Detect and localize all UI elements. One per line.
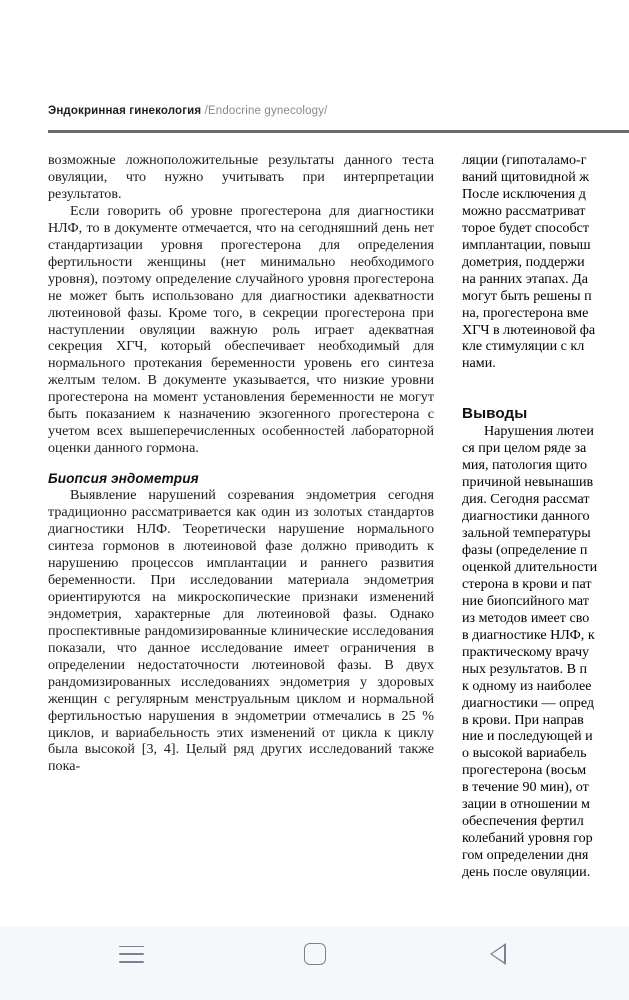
clipped-line: оценкой длительности bbox=[462, 558, 598, 575]
clipped-line: кле стимуляции с кл bbox=[462, 338, 585, 355]
running-head-title-ru: Эндокринная гинекология bbox=[48, 105, 202, 117]
clipped-line: ние биопсийного мат bbox=[462, 592, 589, 609]
clipped-line: ных результатов. В п bbox=[462, 660, 588, 677]
clipped-line: ся при целом ряде за bbox=[462, 440, 587, 457]
clipped-line: ляции (гипоталамо-г bbox=[462, 152, 587, 168]
android-navigation-bar bbox=[0, 926, 629, 1000]
clipped-line: зации в отношении м bbox=[462, 796, 590, 813]
clipped-line: торое будет способст bbox=[462, 219, 590, 236]
home-icon bbox=[304, 943, 326, 965]
clipped-line: в крови. При направ bbox=[462, 711, 584, 728]
clipped-line: к одному из наиболее bbox=[462, 677, 592, 694]
clipped-line: нами. bbox=[462, 355, 496, 372]
running-head bbox=[48, 105, 629, 117]
paragraph-spacer bbox=[462, 372, 629, 389]
clipped-line: гом определении дня bbox=[462, 847, 589, 864]
section-subheading: Биопсия эндометрия bbox=[48, 471, 199, 487]
clipped-line: причиной невынашив bbox=[462, 474, 594, 491]
clipped-line: могут быть решены п bbox=[462, 287, 592, 304]
recents-icon bbox=[119, 946, 144, 963]
clipped-line: практическому врачу bbox=[462, 643, 590, 660]
page-content-area bbox=[48, 0, 629, 926]
clipped-line: из методов имеет сво bbox=[462, 609, 590, 626]
paragraph: возможные ложноположительные результаты данного теста овуляции, что нужно учитывать при интерпретации результатов. bbox=[48, 152, 434, 202]
clipped-line: диагностики — опред bbox=[462, 694, 595, 711]
left-column bbox=[48, 152, 434, 881]
clipped-line: зальной температуры bbox=[462, 525, 591, 542]
clipped-line: в диагностике НЛФ, к bbox=[462, 626, 595, 643]
clipped-line: обеспечения фертил bbox=[462, 813, 584, 830]
home-button[interactable] bbox=[287, 933, 343, 975]
clipped-line: фазы (определение п bbox=[462, 542, 588, 558]
clipped-line: на ранних этапах. Да bbox=[462, 270, 589, 287]
clipped-line: Нарушения лютеи bbox=[484, 423, 594, 440]
clipped-line: ние и последующей и bbox=[462, 728, 593, 745]
clipped-line: в течение 90 мин), от bbox=[462, 779, 589, 796]
right-column bbox=[462, 152, 629, 881]
body-columns bbox=[48, 152, 629, 881]
back-button[interactable] bbox=[470, 933, 526, 975]
clipped-line: мия, патология щито bbox=[462, 457, 588, 474]
clipped-line: дометрия, поддержи bbox=[462, 253, 585, 270]
clipped-line: можно рассматриват bbox=[462, 202, 586, 219]
clipped-line: на, прогестерона вме bbox=[462, 304, 589, 321]
running-head-rule bbox=[48, 130, 629, 133]
clipped-line: ваний щитовидной ж bbox=[462, 168, 590, 185]
clipped-line: стерона в крови и пат bbox=[462, 575, 592, 592]
paragraph: Если говорить об уровне прогестерона для диагностики НЛФ, то в документе отмечается, что на сегодняшний день нет стандартизации уровня прогестерона для определения фертильности женщины (нет минимально необходимого уровня), поэтому определение случайного уровня прогестерона не может быть использовано для диагностики адекватности лютеиновой фазы. Кроме того, в секреции прогестерона при наступлении овуляции важную роль играет адекватная секреция ХГЧ, который обеспечивает необходимый для нормального протекания беременности уровень его синтеза желтым телом. В документе указывается, что низкие уровни прогестерона на момент установления беременности не могут быть показанием к назначению экзогенного прогестерона с учетом всех вышеперечисленных особенностей лабораторной оценки данного гормона. bbox=[48, 202, 434, 457]
clipped-line: колебаний уровня гор bbox=[462, 830, 593, 847]
clipped-line: день после овуляции. bbox=[462, 864, 591, 881]
clipped-line: о высокой вариабель bbox=[462, 745, 587, 762]
back-icon bbox=[490, 943, 506, 965]
clipped-line: имплантации, повыш bbox=[462, 236, 591, 253]
section-heading-conclusions: Выводы bbox=[462, 405, 528, 423]
paragraph: Выявление нарушений созревания эндометрия сегодня традиционно рассматривается как один из золотых стандартов диагностики НЛФ. Теоретически нарушение нормального синтеза гормонов в лютеиновой фазе должно приводить к нарушению процессов имплантации и раннего развития беременности. При исследовании материала эндометрия ориентируются на микроскопические признаки изменений эндометрия, характерные для лютеиновой фазы. Однако проспективные рандомизированные клинические исследования показали, что данное исследование имеет ограничения в определении недостаточности лютеиновой фазы. В двух рандомизированных исследованиях эндометрия у здоровых женщин с регулярным менструальным циклом и нормальной фертильностью нарушения в эндометрии отмечались в 25 % циклов, и вариабельность этих изменений от цикла к циклу была высокой [3, 4]. Целый ряд других исследований также пока- bbox=[48, 487, 434, 775]
running-head-title-en: /Endocrine gynecology/ bbox=[204, 105, 328, 117]
clipped-line: диагностики данного bbox=[462, 508, 590, 525]
clipped-line: прогестерона (восьм bbox=[462, 762, 587, 779]
clipped-line: ХГЧ в лютеиновой фа bbox=[462, 321, 596, 338]
clipped-line: дия. Сегодня рассмат bbox=[462, 491, 590, 508]
clipped-line: После исключения д bbox=[462, 185, 586, 202]
recents-button[interactable] bbox=[104, 933, 160, 975]
